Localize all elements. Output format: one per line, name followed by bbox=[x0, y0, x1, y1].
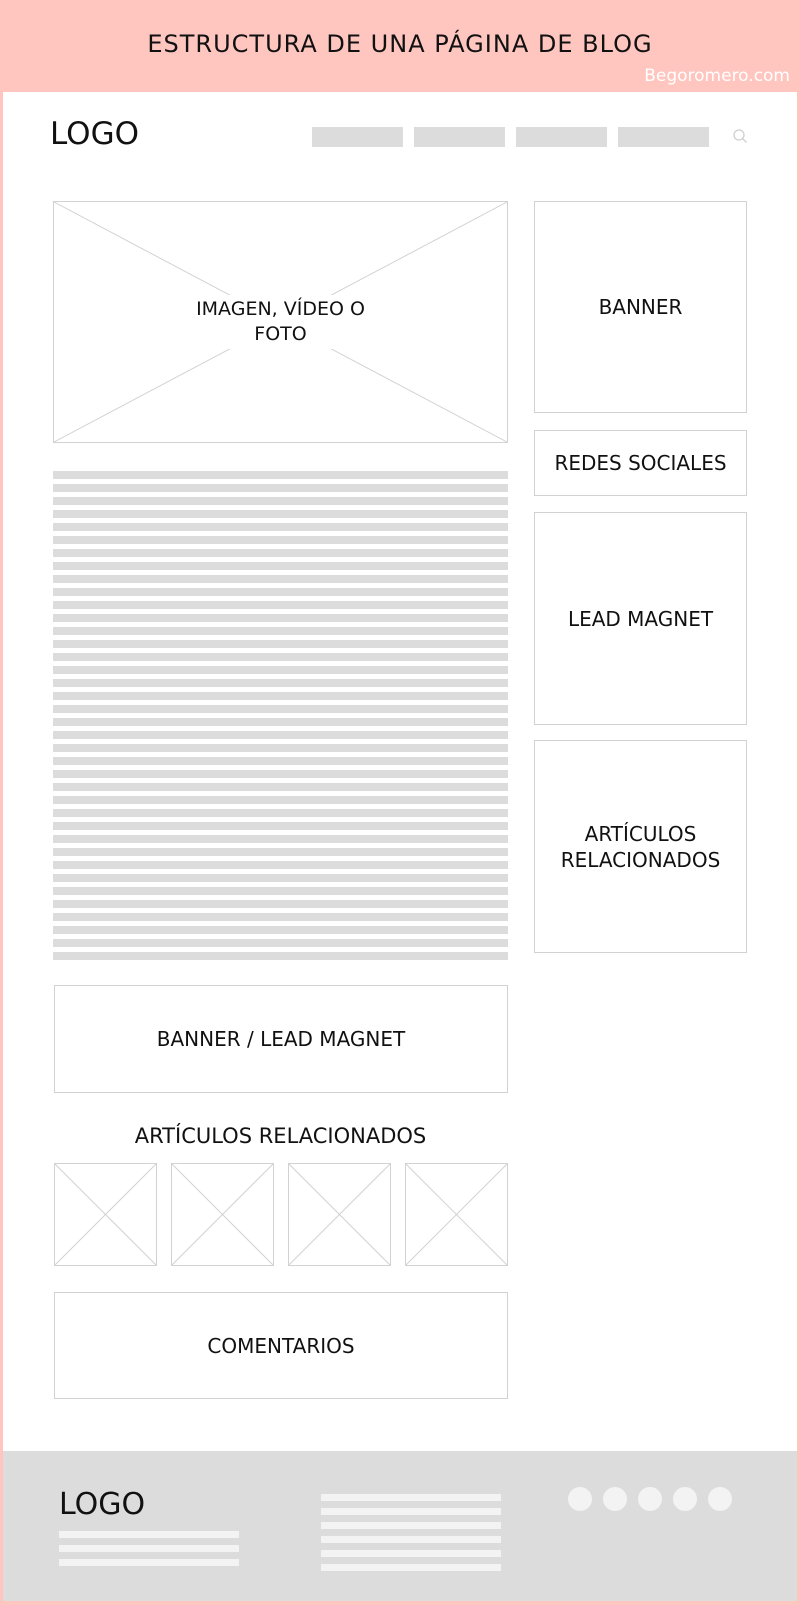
image-placeholder-icon bbox=[289, 1164, 390, 1265]
text-line bbox=[53, 913, 508, 921]
text-line bbox=[53, 874, 508, 882]
text-line bbox=[53, 926, 508, 934]
article-body-text bbox=[53, 471, 508, 965]
footer-text-line bbox=[59, 1545, 239, 1552]
sidebar-related-label: ARTÍCULOS RELACIONADOS bbox=[560, 821, 721, 872]
sidebar-related bbox=[534, 740, 747, 953]
site-footer bbox=[3, 1451, 797, 1601]
text-line bbox=[53, 666, 508, 674]
related-article-thumbnail[interactable] bbox=[405, 1163, 508, 1266]
text-line bbox=[53, 939, 508, 947]
footer-link-line[interactable] bbox=[321, 1522, 501, 1529]
text-line bbox=[53, 471, 508, 479]
sidebar-lead-magnet-label: LEAD MAGNET bbox=[567, 606, 714, 631]
related-article-thumbnail[interactable] bbox=[288, 1163, 391, 1266]
text-line bbox=[53, 510, 508, 518]
text-line bbox=[53, 757, 508, 765]
related-article-thumbnail[interactable] bbox=[171, 1163, 274, 1266]
text-line bbox=[53, 614, 508, 622]
text-line bbox=[53, 640, 508, 648]
sidebar-lead-magnet bbox=[534, 512, 747, 725]
text-line bbox=[53, 835, 508, 843]
text-line bbox=[53, 744, 508, 752]
image-placeholder-icon bbox=[172, 1164, 273, 1265]
text-line bbox=[53, 770, 508, 778]
footer-link-line[interactable] bbox=[321, 1564, 501, 1571]
text-line bbox=[53, 484, 508, 492]
text-line bbox=[53, 718, 508, 726]
related-article-thumbnail[interactable] bbox=[54, 1163, 157, 1266]
text-line bbox=[53, 588, 508, 596]
social-icon[interactable] bbox=[568, 1487, 592, 1511]
text-line bbox=[53, 887, 508, 895]
sidebar-banner-label: BANNER bbox=[598, 295, 683, 319]
text-line bbox=[53, 549, 508, 557]
nav-item[interactable] bbox=[312, 127, 403, 147]
footer-link-line[interactable] bbox=[321, 1508, 501, 1515]
sidebar-banner bbox=[534, 201, 747, 413]
text-line bbox=[53, 562, 508, 570]
nav-item[interactable] bbox=[618, 127, 709, 147]
footer-link-line[interactable] bbox=[321, 1550, 501, 1557]
diagram-header bbox=[0, 0, 800, 92]
footer-link-line[interactable] bbox=[321, 1494, 501, 1501]
text-line bbox=[53, 705, 508, 713]
text-line bbox=[53, 497, 508, 505]
footer-text-line bbox=[59, 1531, 239, 1538]
text-line bbox=[53, 536, 508, 544]
featured-media-placeholder bbox=[53, 201, 508, 443]
featured-media-label: IMAGEN, VÍDEO O FOTO bbox=[182, 295, 380, 348]
footer-link-line[interactable] bbox=[321, 1536, 501, 1543]
footer-logo[interactable]: LOGO bbox=[59, 1487, 146, 1522]
text-line bbox=[53, 796, 508, 804]
comments-section bbox=[54, 1292, 508, 1399]
text-line bbox=[53, 627, 508, 635]
search-icon[interactable] bbox=[732, 128, 748, 144]
social-icon[interactable] bbox=[638, 1487, 662, 1511]
social-icon[interactable] bbox=[673, 1487, 697, 1511]
text-line bbox=[53, 601, 508, 609]
nav-item[interactable] bbox=[516, 127, 607, 147]
social-icon[interactable] bbox=[708, 1487, 732, 1511]
text-line bbox=[53, 952, 508, 960]
watermark: Begoromero.com bbox=[644, 66, 790, 86]
text-line bbox=[53, 822, 508, 830]
sidebar-social-label: REDES SOCIALES bbox=[554, 451, 727, 475]
diagram-title: ESTRUCTURA DE UNA PÁGINA DE BLOG bbox=[147, 30, 653, 58]
text-line bbox=[53, 900, 508, 908]
text-line bbox=[53, 575, 508, 583]
text-line bbox=[53, 809, 508, 817]
social-icon[interactable] bbox=[603, 1487, 627, 1511]
comments-label: COMENTARIOS bbox=[207, 1333, 355, 1358]
text-line bbox=[53, 731, 508, 739]
text-line bbox=[53, 523, 508, 531]
image-placeholder-icon bbox=[406, 1164, 507, 1265]
text-line bbox=[53, 679, 508, 687]
text-line bbox=[53, 783, 508, 791]
related-articles-title: ARTÍCULOS RELACIONADOS bbox=[134, 1124, 427, 1148]
image-placeholder-icon bbox=[55, 1164, 156, 1265]
text-line bbox=[53, 653, 508, 661]
site-logo[interactable]: LOGO bbox=[50, 116, 139, 152]
text-line bbox=[53, 848, 508, 856]
cta-banner-label: BANNER / LEAD MAGNET bbox=[156, 1027, 406, 1051]
text-line bbox=[53, 692, 508, 700]
sidebar-social bbox=[534, 430, 747, 496]
nav-item[interactable] bbox=[414, 127, 505, 147]
nav-bar bbox=[312, 127, 752, 147]
cta-banner bbox=[54, 985, 508, 1093]
text-line bbox=[53, 861, 508, 869]
footer-text-line bbox=[59, 1559, 239, 1566]
